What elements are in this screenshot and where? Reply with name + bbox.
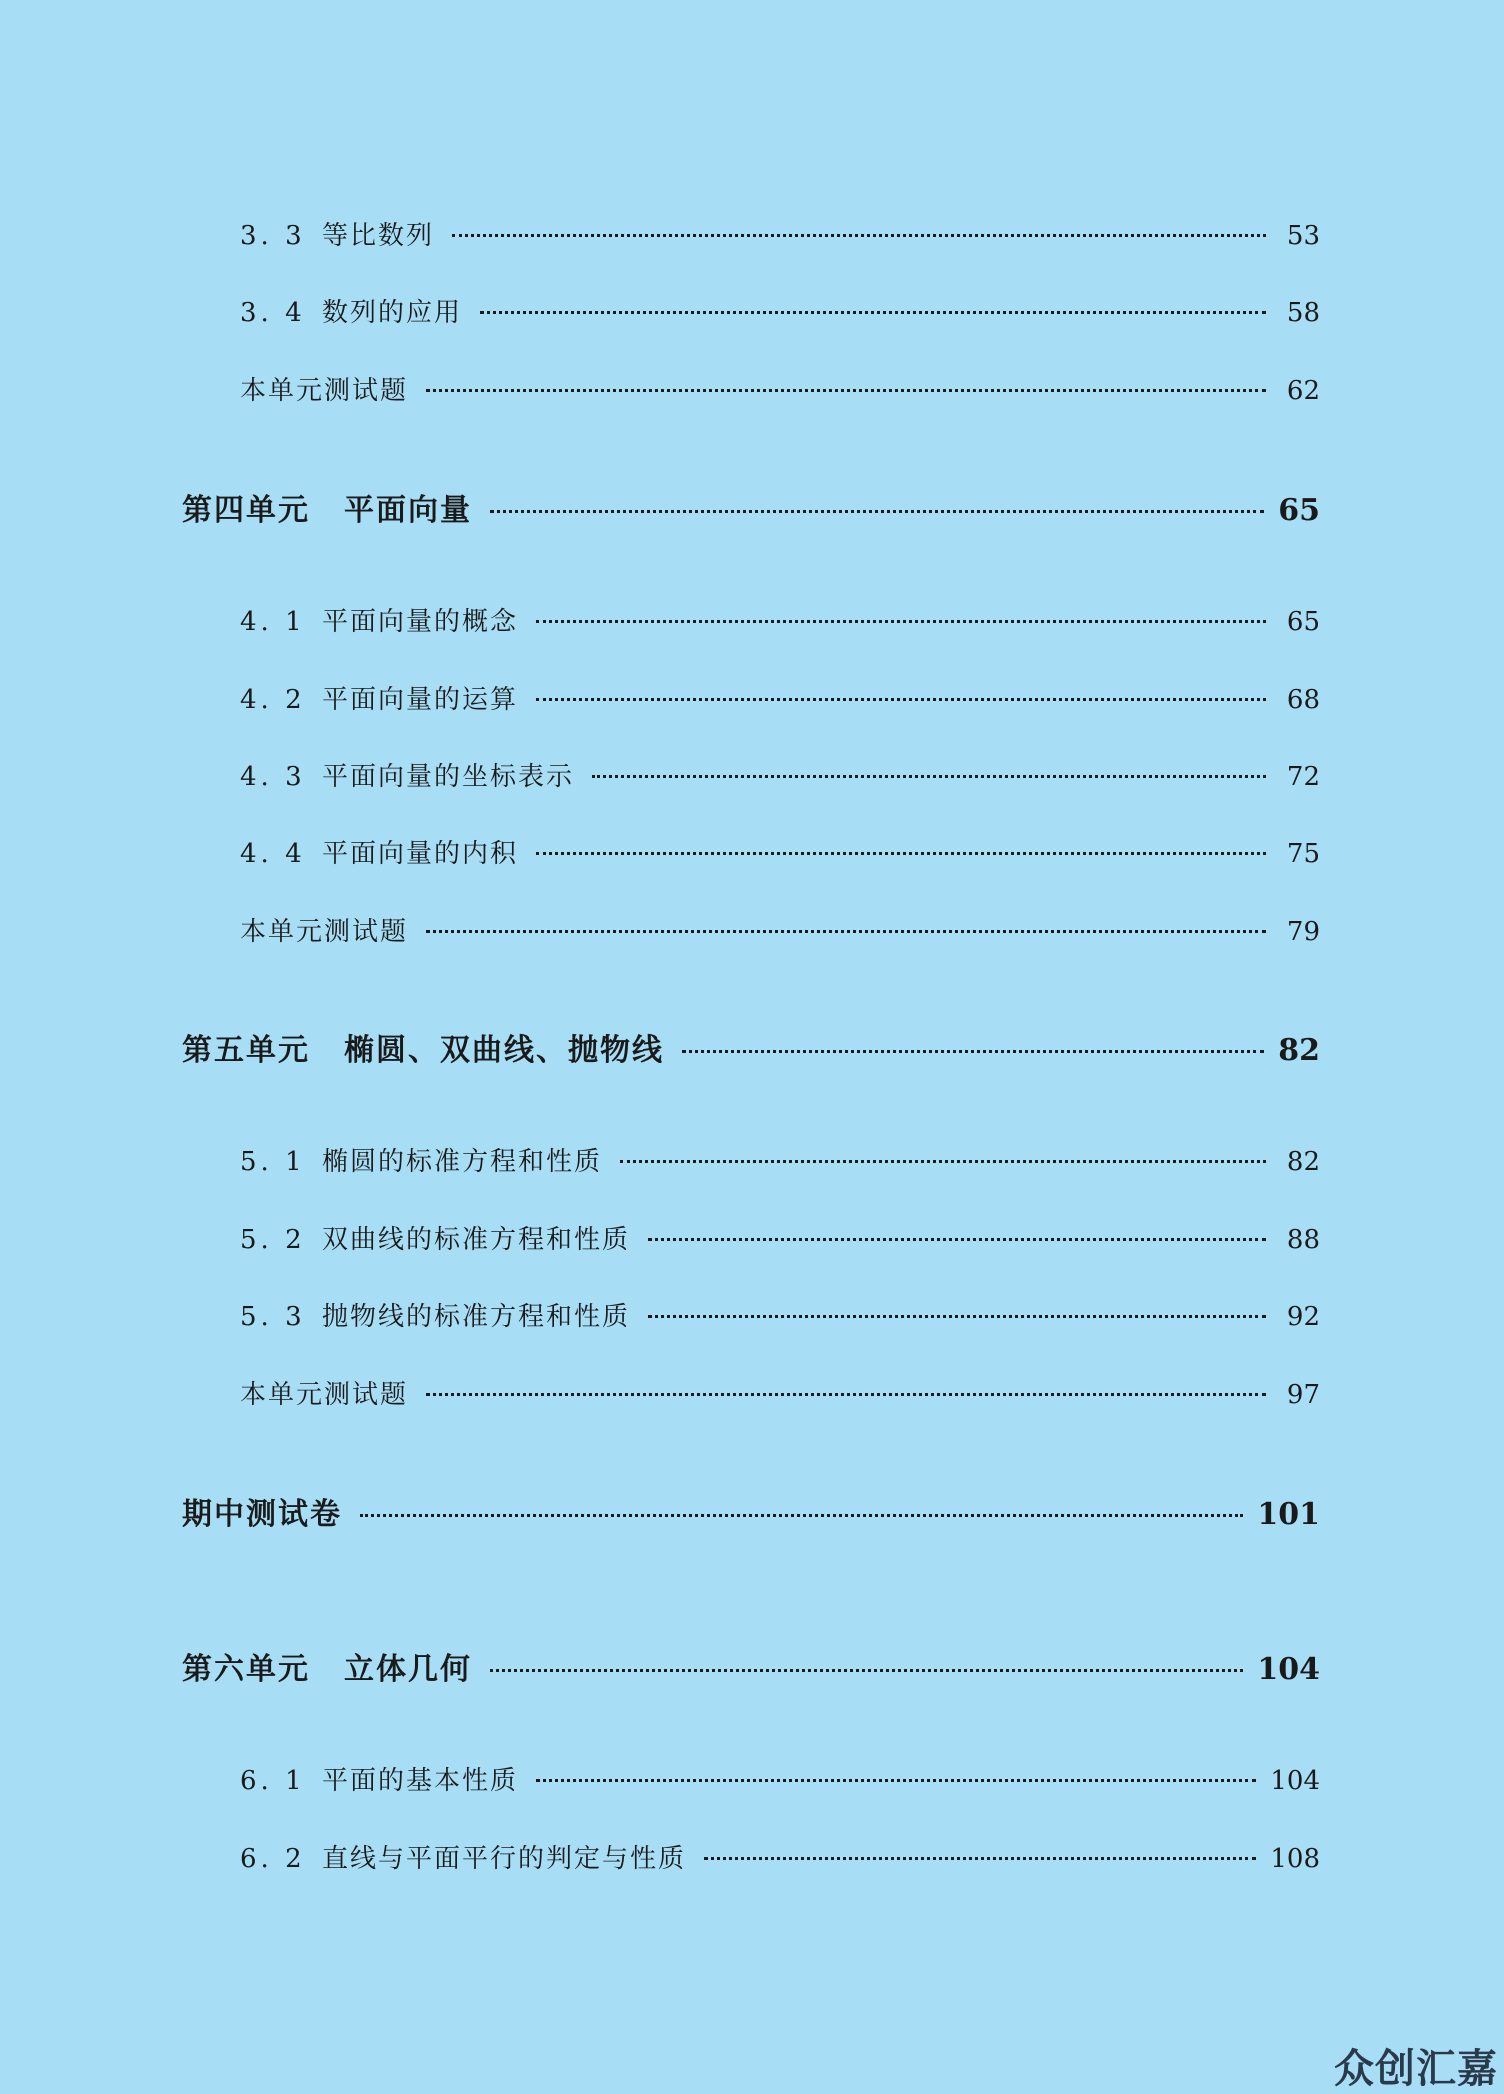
section-title: 本单元测试题 (240, 917, 409, 947)
toc-entry-4-2[interactable] (240, 679, 1320, 716)
toc-entry-5-3[interactable] (240, 1296, 1320, 1333)
section-title: 等比数列 (322, 221, 435, 251)
unit-title: 期中测试卷 (182, 1497, 342, 1532)
watermark-logo: 众创汇嘉 (1334, 2046, 1498, 2092)
page-number: 104 (1257, 1652, 1320, 1687)
dot-leader (620, 1160, 1266, 1163)
page-number: 92 (1286, 1302, 1320, 1332)
section-title: 本单元测试题 (240, 1380, 409, 1410)
section-number: 5. 2 (240, 1225, 306, 1255)
page-number: 72 (1286, 762, 1320, 792)
toc-entry-6-1[interactable] (240, 1760, 1320, 1797)
section-title: 数列的应用 (322, 298, 463, 328)
unit-label: 第六单元 (182, 1652, 310, 1687)
section-number: 4. 2 (240, 685, 306, 715)
page-number: 104 (1270, 1766, 1320, 1796)
section-number: 3. 3 (240, 221, 306, 251)
dot-leader (360, 1514, 1243, 1517)
toc-entry-5-1[interactable] (240, 1141, 1320, 1178)
page-number: 65 (1286, 607, 1320, 637)
unit-name: 立体几何 (344, 1652, 472, 1687)
toc-unit-5[interactable] (182, 1025, 1320, 1069)
dot-leader (426, 1393, 1266, 1396)
dot-leader (648, 1315, 1266, 1318)
section-number: 3. 4 (240, 298, 306, 328)
page-number: 53 (1286, 221, 1320, 251)
toc-entry-unit3-test[interactable] (240, 370, 1320, 407)
toc-entry-4-3[interactable] (240, 756, 1320, 793)
page-number: 97 (1286, 1380, 1320, 1410)
unit-title (182, 485, 472, 529)
toc-entry-6-2[interactable] (240, 1838, 1320, 1875)
dot-leader (490, 510, 1264, 513)
section-title: 直线与平面平行的判定与性质 (322, 1844, 687, 1874)
section-title: 平面向量的概念 (322, 607, 519, 637)
toc-entry-unit4-test[interactable] (240, 911, 1320, 948)
section-title: 椭圆的标准方程和性质 (322, 1147, 603, 1177)
dot-leader (704, 1857, 1256, 1860)
dot-leader (592, 775, 1266, 778)
page-number: 82 (1286, 1147, 1320, 1177)
dot-leader (648, 1238, 1266, 1241)
page-number: 108 (1270, 1844, 1320, 1874)
toc-entry-5-2[interactable] (240, 1219, 1320, 1256)
dot-leader (536, 1779, 1256, 1782)
dot-leader (682, 1050, 1264, 1053)
page-number: 58 (1286, 298, 1320, 328)
page-number: 75 (1286, 839, 1320, 869)
dot-leader (426, 930, 1266, 933)
section-title: 平面向量的坐标表示 (322, 762, 575, 792)
toc-entry-3-4[interactable] (240, 292, 1320, 329)
section-title: 平面向量的内积 (322, 839, 519, 869)
section-number: 4. 1 (240, 607, 306, 637)
dot-leader (536, 620, 1266, 623)
unit-title (182, 1025, 664, 1069)
unit-name: 椭圆、双曲线、抛物线 (344, 1033, 664, 1068)
unit-label: 第五单元 (182, 1033, 310, 1068)
page-number: 88 (1286, 1225, 1320, 1255)
section-number: 6. 2 (240, 1844, 306, 1874)
toc-unit-6[interactable] (182, 1644, 1320, 1688)
dot-leader (480, 311, 1266, 314)
dot-leader (490, 1669, 1243, 1672)
toc-entry-4-4[interactable] (240, 833, 1320, 870)
section-title: 抛物线的标准方程和性质 (322, 1302, 631, 1332)
unit-title (182, 1644, 472, 1688)
section-number: 5. 3 (240, 1302, 306, 1332)
page-number: 101 (1257, 1497, 1320, 1532)
section-title: 平面的基本性质 (322, 1766, 519, 1796)
page-number: 65 (1278, 493, 1320, 528)
unit-name: 平面向量 (344, 493, 472, 528)
section-number: 4. 4 (240, 839, 306, 869)
section-number: 6. 1 (240, 1766, 306, 1796)
section-title: 平面向量的运算 (322, 685, 519, 715)
dot-leader (536, 852, 1266, 855)
page-number: 68 (1286, 685, 1320, 715)
section-title: 本单元测试题 (240, 376, 409, 406)
page-number: 82 (1278, 1033, 1320, 1068)
dot-leader (452, 234, 1266, 237)
page-number: 79 (1286, 917, 1320, 947)
section-number: 5. 1 (240, 1147, 306, 1177)
dot-leader (426, 389, 1266, 392)
toc-entry-4-1[interactable] (240, 601, 1320, 638)
toc-entry-unit5-test[interactable] (240, 1374, 1320, 1411)
toc-midterm[interactable] (182, 1489, 1320, 1533)
toc-unit-4[interactable] (182, 485, 1320, 529)
dot-leader (536, 698, 1266, 701)
toc-entry-3-3[interactable] (240, 215, 1320, 252)
section-number: 4. 3 (240, 762, 306, 792)
unit-label: 第四单元 (182, 493, 310, 528)
section-title: 双曲线的标准方程和性质 (322, 1225, 631, 1255)
page-number: 62 (1286, 376, 1320, 406)
